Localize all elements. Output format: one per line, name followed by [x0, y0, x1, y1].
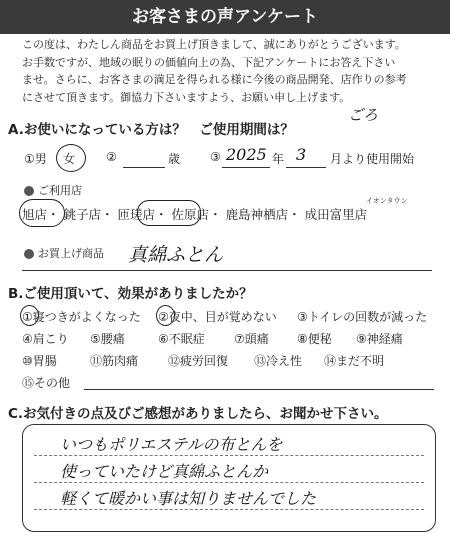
intro-text — [22, 36, 432, 106]
separator: ・ — [101, 207, 114, 222]
gender-male[interactable]: ①男 — [24, 152, 47, 166]
effect-12[interactable]: ⑫疲労回復 — [168, 354, 229, 368]
separator: ・ — [155, 207, 168, 222]
year-field-line — [222, 167, 270, 168]
comment-line: 軽くて暖かい事は知りませんでした — [60, 489, 317, 508]
intro-line: にさせて頂きます。御協力下さいますよう、お願い申し上げます。 — [22, 90, 351, 104]
separator: ・ — [47, 207, 60, 222]
effect-6[interactable]: ⑥不眠症 — [158, 332, 205, 346]
comment-rule — [34, 509, 424, 510]
comment-line: いつもポリエステルの布とんを — [60, 435, 283, 454]
effect-11[interactable]: ⑪筋肉痛 — [90, 354, 139, 368]
store-ruby: イオンタウン — [366, 197, 408, 205]
separator: ・ — [209, 207, 222, 222]
store-selection-circle-mark — [137, 200, 201, 226]
effect-4[interactable]: ④肩こり — [22, 332, 69, 346]
store-narita[interactable]: 成田富里店 — [304, 207, 368, 222]
age-field-line[interactable] — [123, 167, 165, 168]
bullet-icon — [24, 249, 34, 259]
year-value[interactable]: 2025 — [226, 145, 267, 164]
bullet-icon — [24, 186, 34, 196]
comment-line: 使っていたけど真綿ふとんか — [60, 462, 269, 481]
age-suffix: 歳 — [168, 152, 181, 166]
gender-female-circle-mark — [56, 144, 86, 172]
month-value[interactable]: 3 — [296, 145, 307, 164]
effect-13[interactable]: ⑬冷え性 — [254, 354, 303, 368]
store-selection-circle-mark — [19, 199, 65, 227]
effect-10[interactable]: ⑩胃腸 — [22, 354, 57, 368]
effect-2[interactable]: ②夜中、目が覚めない — [158, 310, 277, 324]
product-value[interactable]: 真綿ふとん — [128, 244, 224, 266]
product-label: お買上げ商品 — [24, 245, 104, 261]
period-prefix: ③ — [210, 150, 221, 164]
age-prefix: ② — [106, 150, 117, 164]
gender-female[interactable]: 女 — [63, 152, 76, 166]
effect-15-other[interactable]: ⑮その他 — [22, 376, 71, 390]
product-field-line — [22, 270, 432, 271]
other-field-line[interactable] — [84, 389, 434, 390]
section-c-heading: C.お気付きの点及びご感想がありましたら、お聞かせ下さい。 — [8, 406, 388, 422]
comment-rule — [34, 455, 424, 456]
month-suffix: 月より使用開始 — [330, 152, 415, 166]
store-asahi[interactable]: 旭店 — [22, 207, 48, 222]
section-a-heading: A.お使いになっている方は？ ご使用期間は？ — [8, 122, 294, 138]
section-b-heading: B.ご使用頂いて、効果がありましたか？ — [8, 286, 253, 302]
handwritten-note: ごろ — [348, 106, 379, 124]
intro-line: この度は、わたしん商品をお買上げ頂きまして、誠にありがとうございます。 — [22, 38, 406, 51]
effect-selection-circle-mark — [156, 305, 175, 326]
separator: ・ — [288, 207, 301, 222]
effect-3[interactable]: ③トイレの回数が減った — [297, 310, 428, 324]
effect-selection-circle-mark — [20, 305, 39, 326]
year-unit: 年 — [272, 152, 285, 166]
effect-7[interactable]: ⑦頭痛 — [234, 332, 269, 346]
intro-line: お手数ですが、地域の眠りの価値向上の為、下記アンケートにお答え下さい — [22, 55, 396, 69]
store-kashima[interactable]: 鹿島神栖店 — [225, 207, 289, 222]
stores-label: ご利用店 — [24, 182, 82, 198]
store-choshi[interactable]: 銚子店 — [63, 207, 102, 222]
comment-rule — [34, 482, 424, 483]
effect-1[interactable]: ①寝つきがよくなった — [22, 310, 141, 324]
survey-title: お客さまの声アンケート — [0, 0, 450, 34]
effect-14[interactable]: ⑭まだ不明 — [324, 354, 385, 368]
store-sawara[interactable]: 佐原店 — [171, 207, 210, 222]
store-sosa[interactable]: 匝瑳店 — [117, 207, 156, 222]
month-field-line — [286, 167, 326, 168]
intro-line: ませ。さらに、お客さまの満足を得られる様に今後の商品開発、店作りの参考 — [22, 73, 407, 86]
effect-9[interactable]: ⑨神経痛 — [356, 332, 403, 346]
effect-5[interactable]: ⑤腰痛 — [90, 332, 125, 346]
effect-8[interactable]: ⑧便秘 — [297, 332, 332, 346]
